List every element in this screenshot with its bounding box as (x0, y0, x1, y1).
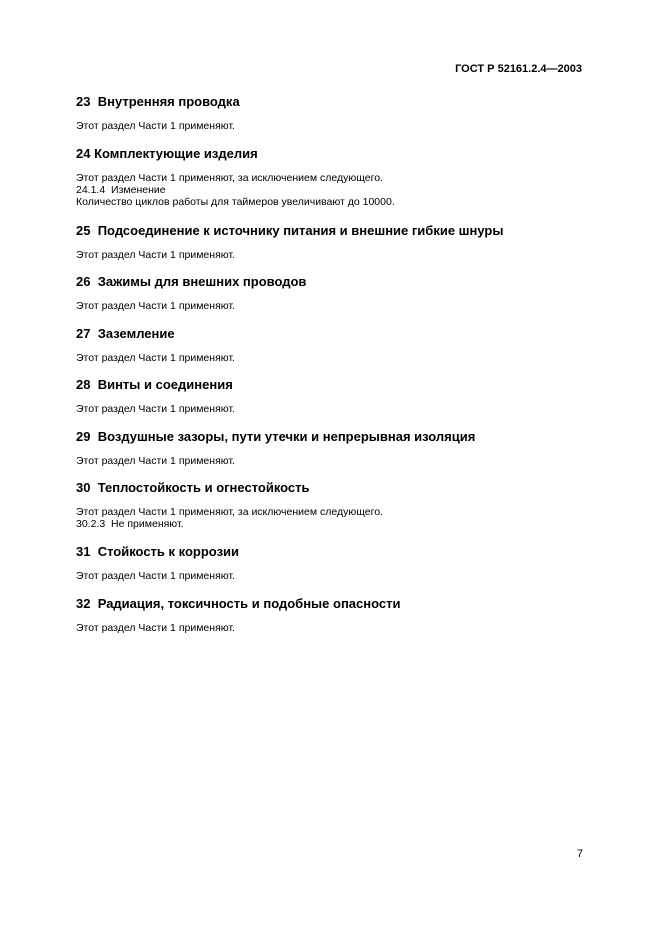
section-heading (76, 223, 596, 239)
section-body (76, 300, 596, 312)
subclause-text: 30.2.3 Не применяют. (76, 518, 184, 530)
section-title: Подсоединение к источнику питания и внешние гибкие шнуры (97, 223, 504, 238)
section-25 (76, 223, 596, 261)
section-body (76, 172, 596, 208)
section-23 (76, 94, 596, 132)
section-number: 25 (76, 223, 91, 238)
section-title: Винты и соединения (97, 377, 233, 392)
section-heading (76, 429, 596, 445)
section-body (76, 249, 596, 261)
section-title: Радиация, токсичность и подобные опасности (97, 596, 401, 611)
section-27 (76, 326, 596, 364)
page-number: 7 (576, 848, 583, 860)
section-text: Этот раздел Части 1 применяют, за исключением следующего. (76, 506, 383, 518)
section-text: Этот раздел Части 1 применяют, за исключением следующего. (76, 172, 383, 184)
section-body (76, 403, 596, 415)
section-text: Этот раздел Части 1 применяют. (76, 403, 235, 415)
page-header: ГОСТ Р 52161.2.4—2003 (455, 63, 582, 75)
section-text: Этот раздел Части 1 применяют. (76, 120, 235, 132)
section-24 (76, 146, 596, 208)
section-title: Заземление (97, 326, 175, 341)
section-title: Теплостойкость и огнестойкость (97, 480, 310, 495)
section-heading (76, 377, 596, 393)
section-text: Этот раздел Части 1 применяют. (76, 300, 235, 312)
section-heading (76, 274, 596, 290)
section-text: Этот раздел Части 1 применяют. (76, 352, 235, 364)
section-text: Этот раздел Части 1 применяют. (76, 455, 235, 467)
section-body (76, 455, 596, 467)
section-32 (76, 596, 596, 634)
section-heading (76, 94, 596, 110)
section-text: Количество циклов работы для таймеров увеличивают до 10000. (76, 196, 395, 208)
section-29 (76, 429, 596, 467)
section-30 (76, 480, 596, 530)
section-number: 29 (76, 429, 91, 444)
section-number: 26 (76, 274, 91, 289)
section-26 (76, 274, 596, 312)
section-number: 28 (76, 377, 91, 392)
section-title: Стойкость к коррозии (97, 544, 240, 559)
section-title: Комплектующие изделия (94, 146, 258, 161)
section-body (76, 352, 596, 364)
section-28 (76, 377, 596, 415)
section-body (76, 570, 596, 582)
section-text: Этот раздел Части 1 применяют. (76, 570, 235, 582)
section-number: 32 (76, 596, 91, 611)
section-number: 27 (76, 326, 91, 341)
section-31 (76, 544, 596, 582)
section-heading (76, 596, 596, 612)
section-text: Этот раздел Части 1 применяют. (76, 622, 235, 634)
section-number: 30 (76, 480, 91, 495)
section-body (76, 120, 596, 132)
section-heading (76, 146, 596, 162)
section-number: 23 (76, 94, 91, 109)
section-title: Зажимы для внешних проводов (97, 274, 307, 289)
section-body (76, 506, 596, 530)
section-heading (76, 480, 596, 496)
section-number: 24 (76, 146, 91, 161)
section-body (76, 622, 596, 634)
section-text: Этот раздел Части 1 применяют. (76, 249, 235, 261)
section-heading (76, 544, 596, 560)
section-heading (76, 326, 596, 342)
section-title: Воздушные зазоры, пути утечки и непрерывная изоляция (97, 429, 476, 444)
subclause-heading: 24.1.4 Изменение (76, 184, 166, 196)
section-number: 31 (76, 544, 91, 559)
section-title: Внутренняя проводка (97, 94, 240, 109)
